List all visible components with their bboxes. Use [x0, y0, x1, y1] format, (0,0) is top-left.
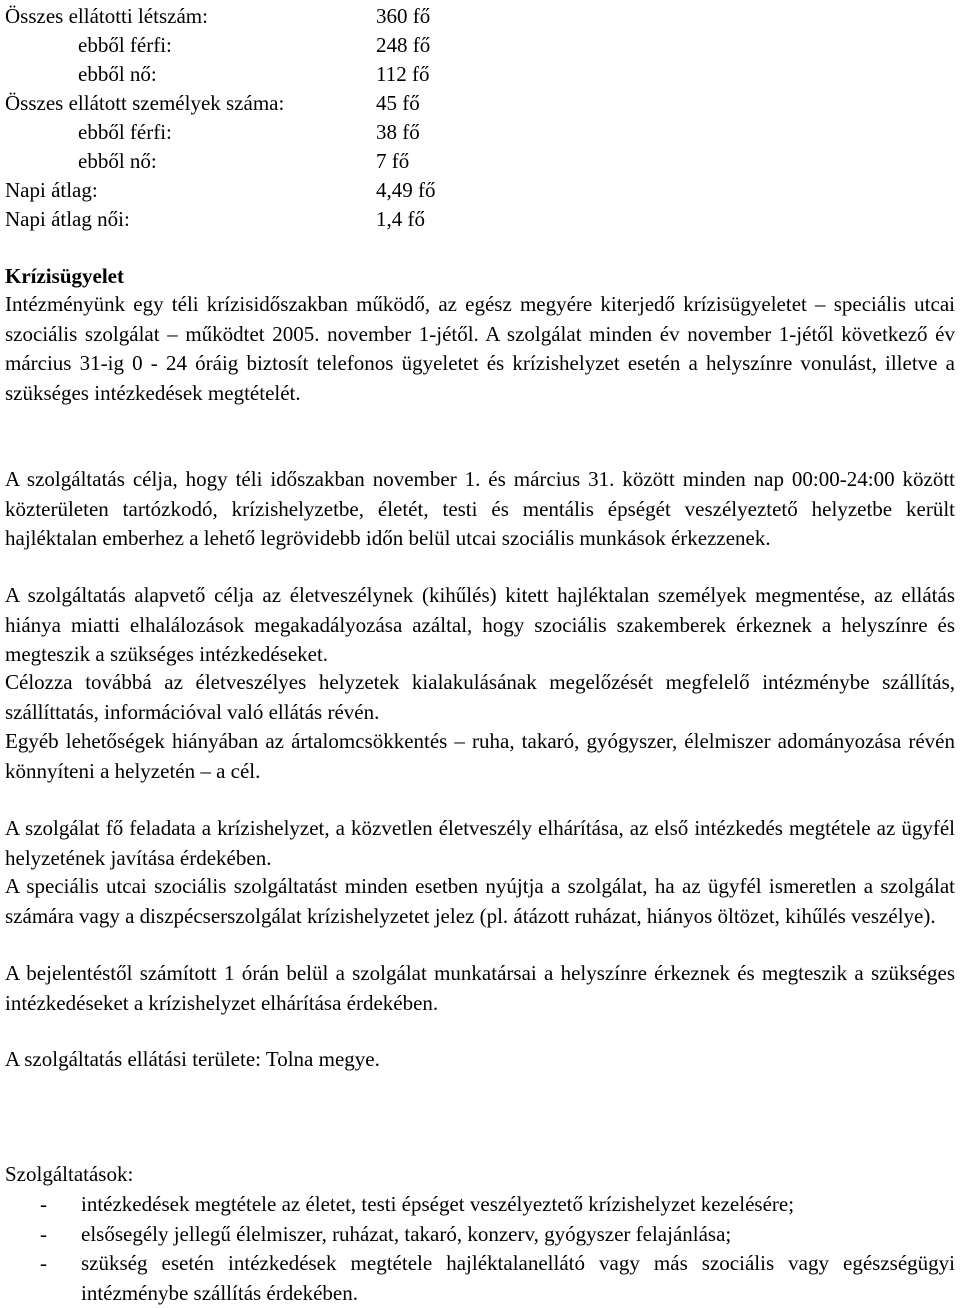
list-item-text: elsősegély jellegű élelmiszer, ruházat, takaró, konzerv, gyógyszer felajánlása; [81, 1221, 732, 1246]
stat-row [5, 147, 955, 176]
stat-label: ebből nő: [78, 149, 157, 173]
stat-label: Összes ellátott személyek száma: [5, 91, 285, 115]
paragraph-harm-reduction: Egyéb lehetőségek hiányában az ártalomcsökkentés – ruha, takaró, gyógyszer, élelmiszer adományozása révén könnyíteni a helyzetén – a cél. [5, 729, 955, 783]
services-title: Szolgáltatások: [5, 1162, 134, 1186]
stat-value: 360 fő [376, 4, 431, 28]
stat-row [5, 31, 955, 60]
stat-value: 4,49 fő [376, 178, 436, 202]
stat-value: 7 fő [376, 149, 410, 173]
stat-row [5, 2, 955, 31]
stat-row [5, 60, 955, 89]
stat-value: 45 fő [376, 91, 420, 115]
paragraph-basic-goal: A szolgáltatás alapvető célja az életveszélynek (kihűlés) kitett hajléktalan személyek megmentése, az ellátás hiánya miatti elhalálozások megakadályozása azáltal, hogy szociális szakemberek érkeznek a helyszínre és megteszik a szükséges intézkedéseket. [5, 583, 955, 666]
list-dash: - [40, 1221, 47, 1246]
statistics-table [5, 2, 955, 234]
list-item-text: intézkedések megtétele az életet, testi épséget veszélyeztető krízishelyzet kezelésére; [81, 1192, 795, 1216]
list-dash: - [40, 1251, 47, 1275]
stat-label: Napi átlag női: [5, 207, 130, 231]
list-item-text: szükség esetén intézkedések megtétele hajléktalanellátó vagy más szociális vagy egészségügyi intézménybe szállítás érdekében. [81, 1251, 955, 1305]
stat-label: Összes ellátotti létszám: [5, 4, 208, 28]
paragraph-prevention: Célozza továbbá az életveszélyes helyzetek kialakulásának megelőzését megfelelő intézménybe szállítás, szállíttatás, információval való ellátás révén. [5, 670, 955, 724]
section-heading: Krízisügyelet [5, 264, 124, 288]
services-list [5, 1190, 955, 1308]
paragraph-main-task: A szolgálat fő feladata a krízishelyzet, a közvetlen életveszély elhárítása, az első intézkedés megtétele az ügyfél helyzetének javítása érdekében. [5, 816, 955, 870]
stat-value: 38 fő [376, 120, 420, 144]
stat-value: 248 fő [376, 33, 431, 57]
stat-value: 112 fő [376, 62, 430, 86]
paragraph-service-area: A szolgáltatás ellátási területe: Tolna megye. [5, 1047, 380, 1071]
list-item [5, 1249, 955, 1308]
stat-value: 1,4 fő [376, 207, 425, 231]
stat-row [5, 205, 955, 234]
stat-row [5, 89, 955, 118]
stat-row [5, 118, 955, 147]
paragraph-street-service: A speciális utcai szociális szolgáltatást minden esetben nyújtja a szolgálat, ha az ügyfél ismeretlen a szolgálat számára vagy a diszpécserszolgálat krízishelyzetet jelez (pl. átázott ruházat, hiányos öltözet, kihűlés veszélye). [5, 874, 955, 928]
list-dash: - [40, 1192, 47, 1216]
stat-label: Napi átlag: [5, 178, 98, 202]
stat-label: ebből nő: [78, 62, 157, 86]
list-item [5, 1220, 955, 1250]
stat-row [5, 176, 955, 205]
stat-label: ebből férfi: [78, 33, 172, 57]
paragraph-intro: Intézményünk egy téli krízisidőszakban működő, az egész megyére kiterjedő krízisügyeletet – speciális utcai szociális szolgálat – működtet 2005. november 1-jétől. A szolgálat minden év november 1-jétől következő év március 31-ig 0 - 24 óráig biztosít telefonos ügyeletet és krízishelyzet esetén a helyszínre vonulást, illetve a szükséges intézkedések megtételét. [5, 292, 955, 405]
paragraph-response-time: A bejelentéstől számított 1 órán belül a szolgálat munkatársai a helyszínre érkeznek és megteszik a szükséges intézkedéseket a krízishelyzet elhárítása érdekében. [5, 961, 955, 1015]
list-item [5, 1190, 955, 1220]
stat-label: ebből férfi: [78, 120, 172, 144]
paragraph-goal: A szolgáltatás célja, hogy téli időszakban november 1. és március 31. között minden nap 00:00-24:00 között közterületen tartózkodó, krízishelyzetbe, életét, testi és mentális épségét veszélyeztető helyzetbe került hajléktalan emberhez a lehető legrövidebb időn belül utcai szociális munkások érkezzenek. [5, 467, 955, 550]
